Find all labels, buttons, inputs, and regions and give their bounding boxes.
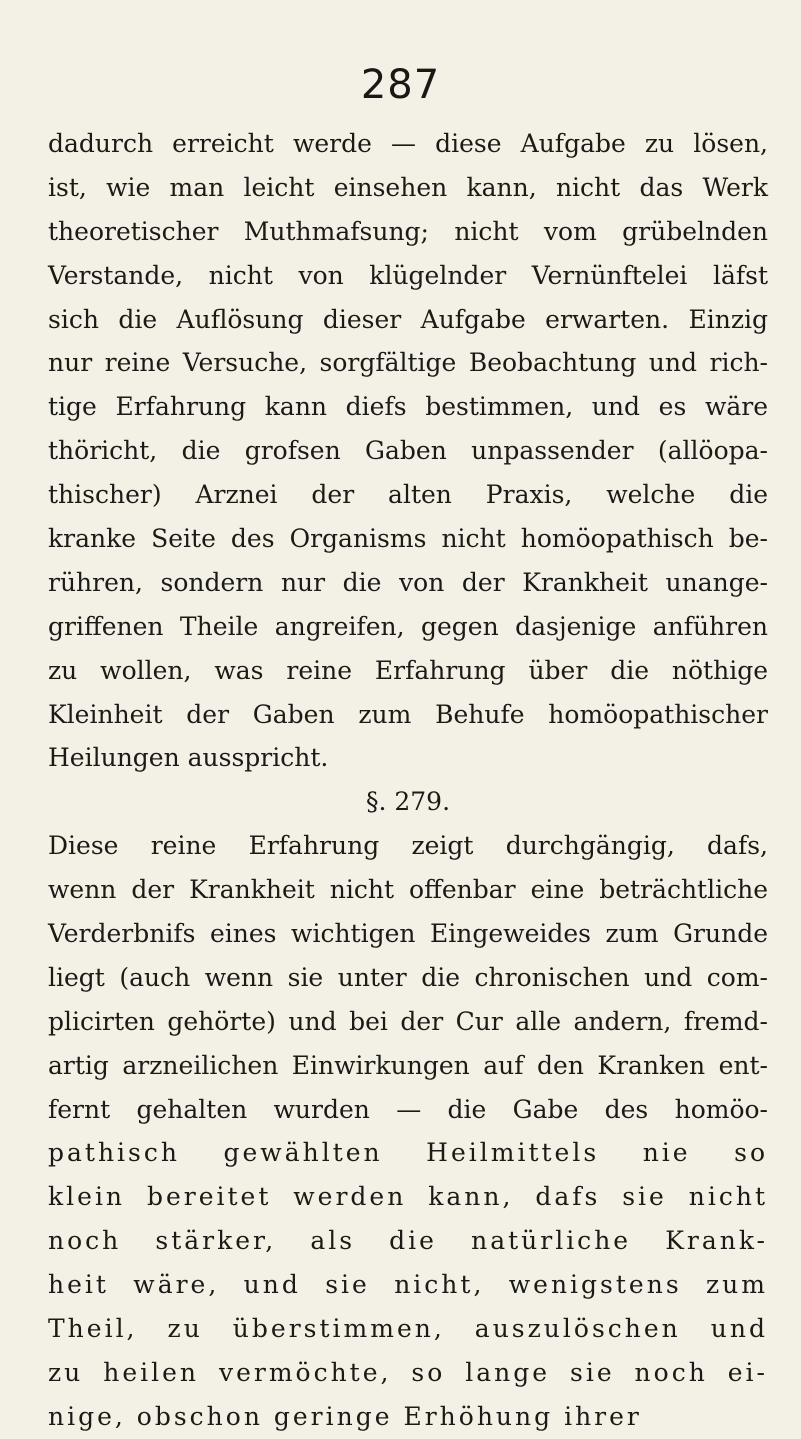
text-line-spaced: klein bereitet werden kann, dafs sie nicht [48,1182,768,1212]
text-line: theoretischer Muthmafsung; nicht vom grübelnden [48,216,768,246]
text-line: artig arzneilichen Einwirkungen auf den Kranken ent- [48,1050,768,1080]
text-line-spaced: nige, obschon geringe Erhöhung ihrer [48,1401,642,1431]
text-line: Heilungen ausspricht. [48,743,329,773]
text-line: thöricht, die grofsen Gaben unpassender (allöopa- [48,436,768,466]
text-line: nur reine Versuche, sorgfältige Beobachtung und rich- [48,348,768,378]
text-line-spaced: zu heilen vermöchte, so lange sie noch ei- [48,1357,768,1387]
text-line: plicirten gehörte) und bei der Cur alle andern, fremd- [48,1006,768,1036]
text-line: dadurch erreicht werde — diese Aufgabe zu lösen, [48,129,768,158]
text-line-spaced: noch stärker, als die natürliche Krank- [48,1226,768,1256]
body-text [48,122,768,1439]
text-line: griffenen Theile angreifen, gegen dasjenige anführen [48,611,768,641]
text-line: ist, wie man leicht einsehen kann, nicht das Werk [48,172,768,202]
text-line: zu wollen, was reine Erfahrung über die nöthige [48,655,768,685]
text-line-spaced: pathisch gewählten Heilmittels nie so [48,1138,768,1168]
text-line: sich die Auflösung dieser Aufgabe erwarten. Einzig [48,304,768,334]
page-number: 287 [360,62,441,108]
text-line: Verderbnifs eines wichtigen Eingeweides zum Grunde [48,919,768,949]
text-line-spaced: heit wäre, und sie nicht, wenigstens zum [48,1270,768,1300]
text-line: fernt gehalten wurden — die Gabe des homöo- [48,1094,768,1124]
section-heading: §. 279. [365,787,451,817]
text-line-spaced: Theil, zu überstimmen, auszulöschen und [48,1314,768,1344]
text-line: wenn der Krankheit nicht offenbar eine beträchtliche [48,875,768,905]
text-line: rühren, sondern nur die von der Krankheit unange- [48,567,768,597]
text-line: Verstande, nicht von klügelnder Vernünftelei läfst [48,260,768,290]
text-line: tige Erfahrung kann diefs bestimmen, und es wäre [48,392,768,422]
text-line: thischer) Arznei der alten Praxis, welche die [48,480,768,510]
text-line: liegt (auch wenn sie unter die chronischen und com- [48,962,768,992]
text-line: Diese reine Erfahrung zeigt durchgängig, dafs, [48,831,768,861]
text-line: kranke Seite des Organisms nicht homöopathisch be- [48,524,768,554]
text-line: Kleinheit der Gaben zum Behufe homöopathischer [48,699,768,729]
